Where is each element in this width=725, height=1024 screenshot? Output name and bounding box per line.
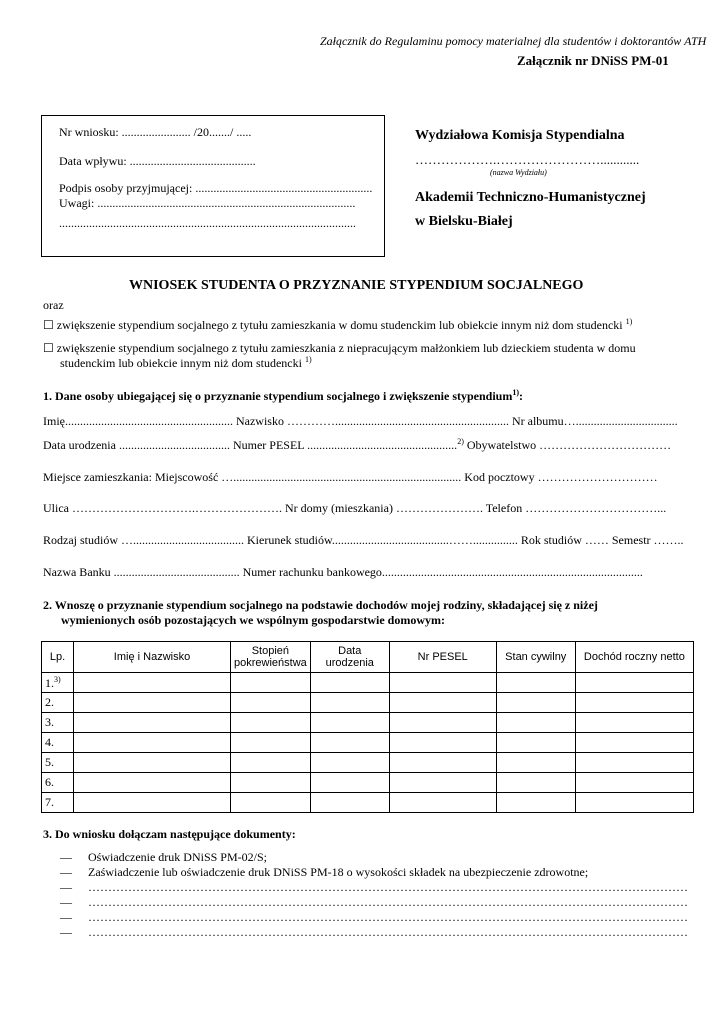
bullet: — bbox=[60, 925, 72, 939]
cell-marital-status[interactable] bbox=[496, 793, 575, 813]
cell-pesel[interactable] bbox=[389, 673, 496, 693]
cell-marital-status[interactable] bbox=[496, 773, 575, 793]
option-spouse-text-1: zwiększenie stypendium socjalnego z tytułu zamieszkania z niepracującym małżonkiem lub dzieckiem studenta w domu bbox=[56, 341, 636, 355]
col-lp: Lp. bbox=[42, 642, 74, 673]
table-row bbox=[42, 713, 694, 733]
form-title: WNIOSEK STUDENTA O PRZYZNANIE STYPENDIUM SOCJALNEGO bbox=[129, 278, 584, 293]
row-lp: 5. bbox=[42, 753, 74, 773]
cell-pesel[interactable] bbox=[389, 753, 496, 773]
table-row bbox=[42, 773, 694, 793]
office-use-box bbox=[41, 115, 385, 257]
cell-name[interactable] bbox=[74, 673, 231, 693]
cell-birthdate[interactable] bbox=[310, 713, 389, 733]
list-item[interactable] bbox=[60, 925, 688, 940]
receipt-date-field: Data wpływu: .......................................... bbox=[59, 154, 256, 168]
cell-marital-status[interactable] bbox=[496, 713, 575, 733]
residence-line[interactable]: Miejsce zamieszkania: Miejscowość …............................................................................ Kod pocztowy ………………………… bbox=[43, 470, 658, 484]
academy-name: Akademii Techniczno-Humanistycznej bbox=[415, 190, 646, 205]
col-name: Imię i Nazwisko bbox=[74, 642, 231, 673]
academy-city: w Bielsku-Białej bbox=[415, 214, 513, 229]
option-spouse-text-2: studenckim lub obiekcie innym niż dom studencki bbox=[60, 356, 302, 370]
cell-birthdate[interactable] bbox=[310, 773, 389, 793]
cell-birthdate[interactable] bbox=[310, 753, 389, 773]
option-spouse-ref: 1) bbox=[304, 355, 312, 364]
option-spouse-increase bbox=[43, 341, 683, 356]
bullet: — bbox=[60, 865, 72, 879]
cell-name[interactable] bbox=[74, 693, 231, 713]
cell-income[interactable] bbox=[575, 673, 693, 693]
cell-pesel[interactable] bbox=[389, 773, 496, 793]
street-phone-line[interactable]: Ulica ………………………….…………………. Nr domy (mieszkania) …………………. Telefon ……………………………... bbox=[43, 501, 667, 515]
citizenship-text: Obywatelstwo …………………………… bbox=[463, 438, 672, 452]
row-lp: 7. bbox=[42, 793, 74, 813]
list-item[interactable] bbox=[60, 895, 688, 910]
col-annual-income: Dochód roczny netto bbox=[575, 642, 693, 673]
table-row bbox=[42, 693, 694, 713]
section1-heading-ref: 1) bbox=[512, 388, 520, 397]
cell-name[interactable] bbox=[74, 773, 231, 793]
cell-birthdate[interactable] bbox=[310, 793, 389, 813]
household-members-table bbox=[41, 641, 694, 813]
cell-pesel[interactable] bbox=[389, 693, 496, 713]
cell-relationship[interactable] bbox=[231, 693, 311, 713]
faculty-hint: (nazwa Wydziału) bbox=[490, 168, 547, 177]
section1-heading-end: : bbox=[519, 389, 524, 403]
section2-heading-1: 2. Wnoszę o przyznanie stypendium socjalnego na podstawie dochodów mojej rodziny, składającej się z niżej bbox=[43, 598, 598, 612]
cell-relationship[interactable] bbox=[231, 753, 311, 773]
list-item bbox=[60, 865, 588, 880]
section1-heading bbox=[43, 388, 523, 404]
cell-name[interactable] bbox=[74, 733, 231, 753]
row-lp: 4. bbox=[42, 733, 74, 753]
cell-marital-status[interactable] bbox=[496, 693, 575, 713]
row-lp: 1.$^{3)}$ bbox=[42, 673, 74, 693]
cell-income[interactable] bbox=[575, 733, 693, 753]
cell-birthdate[interactable] bbox=[310, 693, 389, 713]
cell-relationship[interactable] bbox=[231, 773, 311, 793]
document-item-blank[interactable]: …………………………………………………………………………………………………………………………………… bbox=[88, 880, 688, 894]
option-dorm-increase bbox=[43, 317, 632, 333]
document-item-blank[interactable]: …………………………………………………………………………………………………………………………………… bbox=[88, 895, 688, 909]
cell-birthdate[interactable] bbox=[310, 673, 389, 693]
row-lp: 6. bbox=[42, 773, 74, 793]
option-spouse-line2 bbox=[60, 355, 312, 371]
oraz-label: oraz bbox=[43, 298, 64, 312]
option-dorm-ref: 1) bbox=[625, 317, 633, 326]
option-dorm-text: zwiększenie stypendium socjalnego z tytułu zamieszkania w domu studenckim lub obiekcie innym niż dom studencki bbox=[56, 318, 623, 332]
receiver-signature-field: Podpis osoby przyjmującej: ........................................................... bbox=[59, 181, 373, 195]
row-lp: 3. bbox=[42, 713, 74, 733]
faculty-dotted-line: ……………….……………………............ bbox=[415, 152, 640, 167]
bullet: — bbox=[60, 880, 72, 894]
col-relationship: Stopień pokrewieństwa bbox=[231, 642, 311, 673]
list-item[interactable] bbox=[60, 880, 688, 895]
bullet: — bbox=[60, 910, 72, 924]
table-row bbox=[42, 753, 694, 773]
cell-relationship[interactable] bbox=[231, 733, 311, 753]
cell-name[interactable] bbox=[74, 753, 231, 773]
section1-heading-text: 1. Dane osoby ubiegającej się o przyznanie stypendium socjalnego i zwiększenie stypendium bbox=[43, 389, 513, 403]
pesel-ref: 2) bbox=[457, 437, 464, 446]
cell-marital-status[interactable] bbox=[496, 733, 575, 753]
col-marital-status: Stan cywilny bbox=[496, 642, 575, 673]
document-item-blank[interactable]: …………………………………………………………………………………………………………………………………… bbox=[88, 925, 688, 939]
cell-relationship[interactable] bbox=[231, 673, 311, 693]
committee-title: Wydziałowa Komisja Stypendialna bbox=[415, 128, 625, 143]
row-lp: 2. bbox=[42, 693, 74, 713]
section2-heading-2: wymienionych osób pozostających we wspólnym gospodarstwie domowym: bbox=[61, 613, 446, 627]
table-row bbox=[42, 793, 694, 813]
cell-pesel[interactable] bbox=[389, 733, 496, 753]
table-header-row bbox=[42, 642, 694, 673]
cell-income[interactable] bbox=[575, 773, 693, 793]
table-row bbox=[42, 733, 694, 753]
row-lp-ref: 3) bbox=[54, 674, 61, 684]
bullet: — bbox=[60, 850, 72, 864]
remarks-line: ................................................................................................... bbox=[59, 216, 356, 230]
application-number-field: Nr wniosku: ....................... /20......./ ..... bbox=[59, 125, 252, 139]
cell-relationship[interactable] bbox=[231, 793, 311, 813]
cell-income[interactable] bbox=[575, 713, 693, 733]
col-pesel: Nr PESEL bbox=[389, 642, 496, 673]
table-row bbox=[42, 673, 694, 693]
cell-pesel[interactable] bbox=[389, 713, 496, 733]
list-item[interactable] bbox=[60, 910, 688, 925]
remarks-field: Uwagi: ...................................................................................... bbox=[59, 196, 356, 210]
study-info-line[interactable]: Rodzaj studiów …..................................... Kierunek studiów.......................................……............... Rok studiów …… Semestr …….. bbox=[43, 533, 684, 547]
cell-marital-status[interactable] bbox=[496, 673, 575, 693]
cell-income[interactable] bbox=[575, 693, 693, 713]
bullet: — bbox=[60, 895, 72, 909]
cell-pesel[interactable] bbox=[389, 793, 496, 813]
annex-note: Załącznik do Regulaminu pomocy materialnej dla studentów i doktorantów ATH bbox=[320, 34, 707, 48]
cell-birthdate[interactable] bbox=[310, 733, 389, 753]
list-item bbox=[60, 850, 267, 865]
document-item-text: Zaświadczenie lub oświadczenie druk DNiSS PM-18 o wysokości składek na ubezpieczenie zdrowotne; bbox=[88, 865, 589, 879]
cell-name[interactable] bbox=[74, 793, 231, 813]
document-item-text: Oświadczenie druk DNiSS PM-02/S; bbox=[88, 850, 267, 864]
annex-number: Załącznik nr DNiSS PM-01 bbox=[517, 53, 669, 68]
option-dorm-checkbox[interactable]: ☐ bbox=[43, 318, 54, 332]
document-item-blank[interactable]: …………………………………………………………………………………………………………………………………… bbox=[88, 910, 688, 924]
cell-marital-status[interactable] bbox=[496, 753, 575, 773]
bank-account-line[interactable]: Nazwa Banku .......................................... Numer rachunku bankowego....................................................................................... bbox=[43, 565, 643, 579]
cell-name[interactable] bbox=[74, 713, 231, 733]
cell-relationship[interactable] bbox=[231, 713, 311, 733]
section3-heading: 3. Do wniosku dołączam następujące dokumenty: bbox=[43, 827, 296, 841]
option-spouse-checkbox[interactable]: ☐ bbox=[43, 341, 54, 355]
birthdate-pesel-text: Data urodzenia ..................................... Numer PESEL .................................................. bbox=[43, 438, 458, 452]
birthdate-pesel-citizenship-line[interactable] bbox=[43, 437, 671, 453]
col-birthdate: Data urodzenia bbox=[310, 642, 389, 673]
cell-income[interactable] bbox=[575, 793, 693, 813]
name-surname-album-line[interactable]: Imię........................................................ Nazwisko ………….......................................................... Nr albumu….................................. bbox=[43, 414, 678, 428]
cell-income[interactable] bbox=[575, 753, 693, 773]
